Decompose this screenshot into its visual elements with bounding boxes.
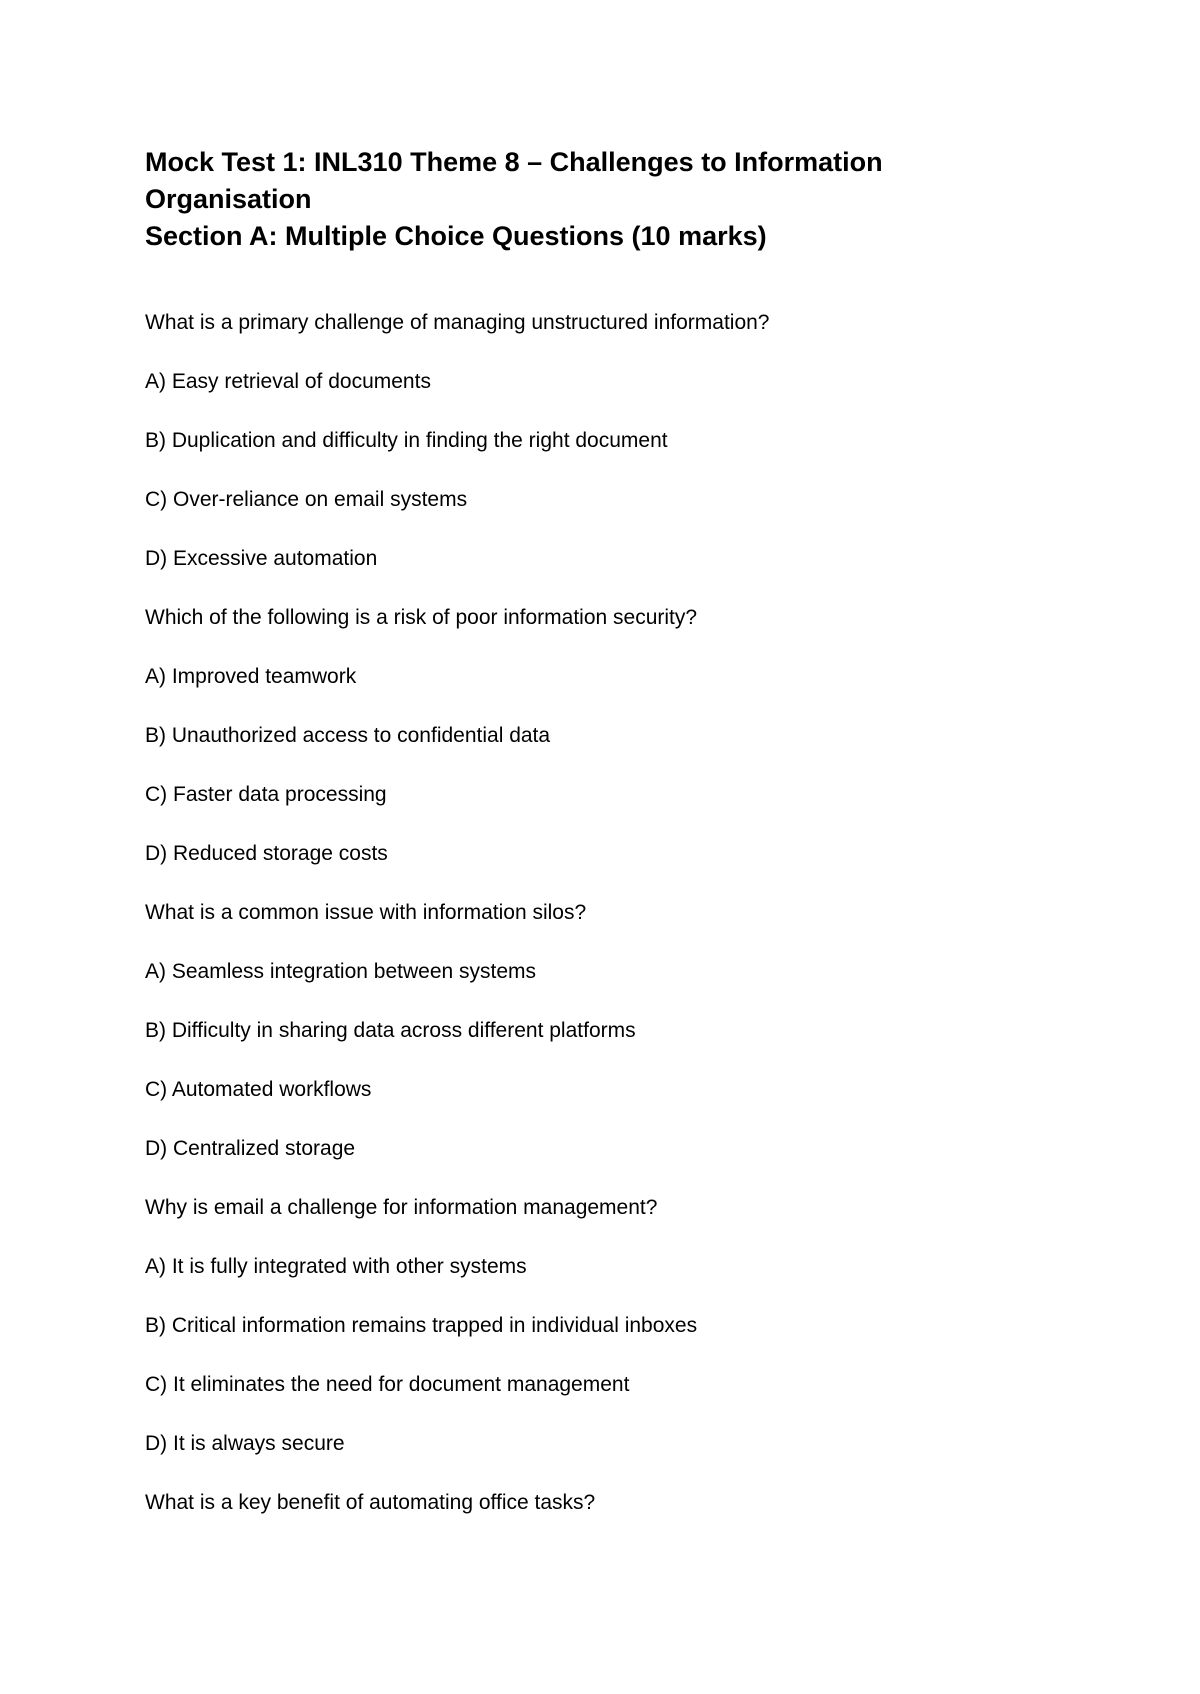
answer-option: C) It eliminates the need for document management xyxy=(145,1373,630,1396)
answer-option: C) Automated workflows xyxy=(145,1078,372,1101)
answer-option: A) Easy retrieval of documents xyxy=(145,370,431,393)
question-text: Why is email a challenge for information management? xyxy=(145,1196,658,1219)
document-title-line-2: Organisation xyxy=(145,184,312,214)
question-text: What is a key benefit of automating office tasks? xyxy=(145,1491,596,1514)
question-5 xyxy=(145,1490,1065,1515)
answer-option: B) Difficulty in sharing data across different platforms xyxy=(145,1019,636,1042)
question-1 xyxy=(145,310,1065,571)
question-4 xyxy=(145,1195,1065,1456)
answer-option: B) Duplication and difficulty in finding the right document xyxy=(145,429,668,452)
question-2 xyxy=(145,605,1065,866)
document-content xyxy=(145,144,1065,1549)
answer-option: C) Faster data processing xyxy=(145,783,387,806)
answer-option: A) It is fully integrated with other systems xyxy=(145,1255,527,1278)
document-heading xyxy=(145,144,1065,255)
answer-option: A) Seamless integration between systems xyxy=(145,960,537,983)
document-title-line-1: Mock Test 1: INL310 Theme 8 – Challenges to Information xyxy=(145,147,883,177)
question-text: What is a primary challenge of managing unstructured information? xyxy=(145,311,770,334)
answer-option: B) Critical information remains trapped in individual inboxes xyxy=(145,1314,698,1337)
answer-option: C) Over-reliance on email systems xyxy=(145,488,468,511)
answer-option: A) Improved teamwork xyxy=(145,665,357,688)
answer-option: D) It is always secure xyxy=(145,1432,345,1455)
answer-option: D) Excessive automation xyxy=(145,547,378,570)
answer-option: D) Centralized storage xyxy=(145,1137,356,1160)
question-3 xyxy=(145,900,1065,1161)
question-text: Which of the following is a risk of poor information security? xyxy=(145,606,698,629)
section-title: Section A: Multiple Choice Questions (10 marks) xyxy=(145,221,767,251)
answer-option: B) Unauthorized access to confidential data xyxy=(145,724,551,747)
answer-option: D) Reduced storage costs xyxy=(145,842,388,865)
question-text: What is a common issue with information silos? xyxy=(145,901,587,924)
